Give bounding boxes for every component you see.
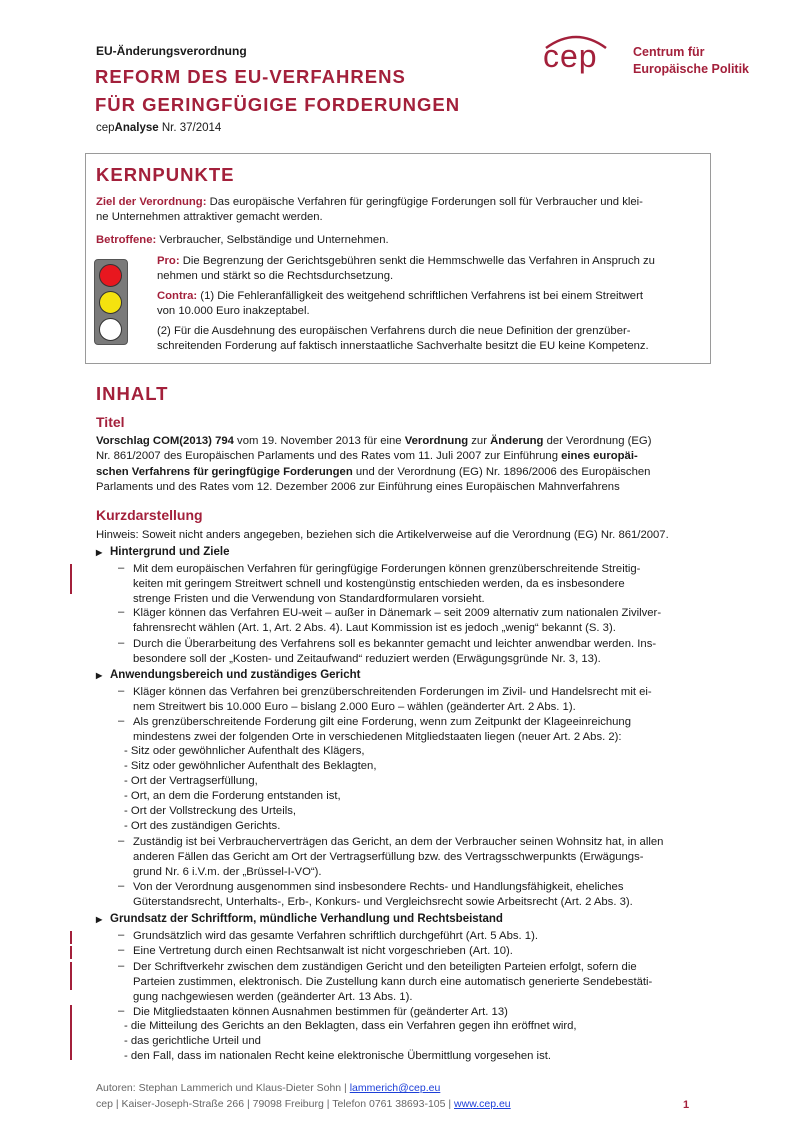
red-lamp-icon — [99, 264, 122, 287]
section-written-procedure-title: Grundsatz der Schriftform, mündliche Verhandlung und Rechtsbeistand — [110, 913, 503, 925]
title-subheading: Titel — [96, 414, 125, 430]
proposal-text-2: Nr. 861/2007 des Europäischen Parlaments und des Rates vom 11. Juli 2007 zur Einführung — [96, 450, 562, 463]
list-item — [133, 606, 685, 636]
pro-text-2: nehmen und stärkt so die Rechtsdurchsetzung. — [157, 270, 394, 283]
contra-label: Contra: — [157, 290, 198, 302]
margin-marker — [70, 564, 72, 594]
list-item — [133, 715, 685, 745]
dash: – — [118, 835, 125, 847]
key-points-heading: KERNPUNKTE — [96, 164, 235, 185]
logo-name-line2: Europäische Politik — [633, 62, 750, 76]
footer-authors — [96, 1082, 440, 1094]
line: grund Nr. 6 i.V.m. der „Brüssel-I-VO“). — [133, 866, 322, 878]
proposal-text-1e: Änderung — [490, 435, 544, 447]
line: Von der Verordnung ausgenommen sind insbesondere Rechts- und Handlungsfähigkeit, eheliches — [133, 881, 624, 893]
sub-list-item: - Ort, an dem die Forderung entstanden ist, — [124, 790, 341, 802]
goal-text-2: ne Unternehmen attraktiver gemacht werden. — [96, 211, 323, 224]
analysis-suffix: Nr. 37/2014 — [158, 122, 222, 134]
goal-paragraph — [96, 195, 696, 226]
sub-list-item: - Ort des zuständigen Gerichts. — [124, 820, 281, 832]
page-number: 1 — [683, 1099, 690, 1111]
proposal-text-1f: der Verordnung (EG) — [543, 435, 652, 447]
analysis-number — [96, 122, 221, 134]
analysis-bold: Analyse — [114, 122, 159, 134]
triangle-right-icon: ▶ — [96, 671, 103, 680]
goal-label: Ziel der Verordnung: — [96, 196, 207, 208]
line: nem Streitwert bis 10.000 Euro – bislang 2.000 Euro – wählen (geänderter Art. 2 Abs. 1). — [133, 701, 576, 713]
dash: – — [118, 637, 125, 649]
dash: – — [118, 1005, 125, 1017]
page-title-line1: REFORM DES EU-VERFAHRENS — [95, 66, 406, 87]
footer-address-text: cep | Kaiser-Joseph-Straße 266 | 79098 Freiburg | Telefon 0761 38693-105 | — [96, 1098, 455, 1110]
proposal-text-3b: und der Verordnung (EG) Nr. 1896/2006 des Europäischen — [352, 465, 651, 478]
proposal-text-1d: zur — [468, 435, 491, 447]
line: mindestens zwei der folgenden Orte in verschiedenen Mitgliedstaaten liegen (neuer Art. 2 Abs. 2): — [133, 731, 622, 743]
line: Durch die Überarbeitung des Verfahrens soll es bekannter gemacht und leichter anwendbar werden. Ins- — [133, 638, 657, 650]
line: Parteien zustimmen, elektronisch. Die Zustellung kann durch eine automatisch generierte Sendebestäti- — [133, 976, 653, 988]
logo-mark: cep — [543, 38, 598, 74]
dash: – — [118, 929, 125, 941]
pro-paragraph — [157, 254, 687, 285]
list-item — [133, 835, 685, 880]
triangle-right-icon: ▶ — [96, 915, 103, 924]
website-link[interactable]: www.cep.eu — [454, 1098, 511, 1110]
goal-text-1: Das europäische Verfahren für geringfügige Forderungen soll für Verbraucher und klei- — [206, 196, 643, 208]
proposal-id: Vorschlag COM(2013) 794 — [96, 435, 234, 447]
line: Kläger können das Verfahren bei grenzüberschreitenden Forderungen im Zivil- und Handelsrecht mit ei- — [133, 686, 652, 698]
line: Güterstandsrecht, Unterhalts-, Erb-, Konkurs- und Vergleichsrecht sowie Arbeitsrecht (Art. 2 Abs. 3). — [133, 896, 633, 908]
list-item — [133, 944, 685, 959]
content-heading: INHALT — [96, 383, 169, 404]
line: gung nachgewiesen werden (geänderter Art. 13 Abs. 1). — [133, 991, 413, 1003]
list-item — [133, 960, 685, 1005]
dash: – — [118, 606, 125, 618]
traffic-light-icon — [94, 259, 128, 345]
line: Als grenzüberschreitende Forderung gilt eine Forderung, wenn zum Zeitpunkt der Klageeinreichung — [133, 716, 631, 728]
sub-list-item: - die Mitteilung des Gerichts an den Beklagten, dass ein Verfahren gegen ihn eröffnet wird, — [124, 1020, 577, 1032]
proposal-text-1c: Verordnung — [404, 435, 469, 447]
margin-marker — [70, 946, 72, 959]
line: strenge Fristen und die Verwendung von Standardformularen vorsieht. — [133, 593, 485, 605]
pro-text-1: Die Begrenzung der Gerichtsgebühren senkt die Hemmschwelle das Verfahren in Anspruch zu — [179, 255, 655, 267]
margin-marker — [70, 931, 72, 944]
dash: – — [118, 715, 125, 727]
margin-marker — [70, 962, 72, 990]
sub-list-item: - Sitz oder gewöhnlicher Aufenthalt des Klägers, — [124, 745, 365, 757]
contra-paragraph — [157, 289, 687, 320]
email-link[interactable]: lammerich@cep.eu — [349, 1082, 441, 1094]
proposal-text-4: Parlaments und des Rates vom 12. Dezember 2006 zur Einführung eines Europäischen Mahnverfahrens — [96, 481, 620, 494]
line: fahrensrecht wählen (Art. 1, Art. 2 Abs. 4). Laut Kommission ist es jedoch „wenig“ bekannt (S. 3). — [133, 622, 616, 634]
dash: – — [118, 880, 125, 892]
dash: – — [118, 960, 125, 972]
line: Der Schriftverkehr zwischen dem zuständigen Gericht und den beteiligten Parteien erfolgt, sofern die — [133, 961, 637, 973]
dash: – — [118, 944, 125, 956]
section-scope — [96, 669, 360, 681]
affected-label: Betroffene: — [96, 234, 157, 246]
line: Zuständig ist bei Verbraucherverträgen das Gericht, an dem der Verbraucher seinen Wohnsitz hat, in allen — [133, 836, 664, 848]
list-item — [133, 880, 685, 910]
list-item — [133, 637, 685, 667]
contra-text-2: von 10.000 Euro inakzeptabel. — [157, 305, 310, 318]
line: Kläger können das Verfahren EU-weit – außer in Dänemark – seit 2009 alternativ zum nationalen Zivilver- — [133, 607, 662, 619]
contra2-text-1: (2) Für die Ausdehnung des europäischen Verfahrens durch die neue Definition der grenzüber- — [157, 325, 631, 337]
section-background-title: Hintergrund und Ziele — [110, 546, 230, 558]
summary-subheading: Kurzdarstellung — [96, 507, 203, 523]
white-lamp-icon — [99, 318, 122, 341]
dash: – — [118, 685, 125, 697]
line: Eine Vertretung durch einen Rechtsanwalt ist nicht vorgeschrieben (Art. 10). — [133, 945, 513, 957]
proposal-text-2b: eines europäi- — [561, 450, 638, 463]
line: keiten mit geringem Streitwert schnell und kostengünstig entschieden werden, da es insbesondere — [133, 578, 625, 590]
line: besondere soll der „Kosten- und Zeitaufwand“ reduziert werden (Erwägungsgründe Nr. 3, 13). — [133, 653, 601, 665]
note-text: Hinweis: Soweit nicht anders angegeben, beziehen sich die Artikelverweise auf die Verordnung (EG) Nr. 861/2007. — [96, 529, 669, 541]
sub-list-item: - Ort der Vollstreckung des Urteils, — [124, 805, 297, 817]
section-background — [96, 546, 229, 558]
section-written-procedure — [96, 913, 503, 925]
affected-paragraph — [96, 233, 389, 248]
proposal-title-paragraph — [96, 434, 688, 496]
list-item — [133, 685, 685, 715]
affected-text: Verbraucher, Selbständige und Unternehmen. — [156, 234, 389, 246]
contra-text-1: (1) Die Fehleranfälligkeit des weitgehend schriftlichen Verfahrens ist bei einem Streitwert — [197, 290, 643, 302]
document-category: EU-Änderungsverordnung — [96, 44, 247, 58]
proposal-text-3a: schen Verfahrens für geringfügige Forderungen — [96, 465, 353, 478]
contra2-paragraph — [157, 324, 687, 355]
sub-list-item: - den Fall, dass im nationalen Recht keine elektronische Übermittlung vorgesehen ist. — [124, 1050, 551, 1062]
line: Mit dem europäischen Verfahren für geringfügige Forderungen können grenzüberschreitende Streitig- — [133, 563, 641, 575]
page-title-line2: FÜR GERINGFÜGIGE FORDERUNGEN — [95, 94, 461, 115]
line: Grundsätzlich wird das gesamte Verfahren schriftlich durchgeführt (Art. 5 Abs. 1). — [133, 930, 538, 942]
section-scope-title: Anwendungsbereich und zuständiges Gericht — [110, 669, 361, 681]
line: Die Mitgliedstaaten können Ausnahmen bestimmen für (geänderter Art. 13) — [133, 1006, 508, 1018]
list-item — [133, 562, 685, 607]
analysis-prefix: cep — [96, 122, 115, 134]
sub-list-item: - das gerichtliche Urteil und — [124, 1035, 261, 1047]
contra2-text-2: schreitenden Forderung auf faktisch innerstaatliche Sachverhalte besitzt die EU keine Kompetenz. — [157, 340, 649, 353]
triangle-right-icon: ▶ — [96, 548, 103, 557]
line: anderen Fällen das Gericht am Ort der Vertragserfüllung bzw. des Vertragsschwerpunkts (Erwägungs- — [133, 851, 644, 863]
sub-list-item: - Sitz oder gewöhnlicher Aufenthalt des Beklagten, — [124, 760, 377, 772]
proposal-text-1b: vom 19. November 2013 für eine — [233, 435, 405, 447]
logo-name-line1: Centrum für — [633, 45, 705, 59]
footer-authors-text: Autoren: Stephan Lammerich und Klaus-Dieter Sohn | — [96, 1082, 350, 1094]
list-item — [133, 929, 685, 944]
sub-list-item: - Ort der Vertragserfüllung, — [124, 775, 258, 787]
list-item — [133, 1005, 685, 1020]
margin-marker — [70, 1005, 72, 1060]
yellow-lamp-icon — [99, 291, 122, 314]
footer-address — [96, 1098, 511, 1110]
dash: – — [118, 562, 125, 574]
pro-label: Pro: — [157, 255, 180, 267]
